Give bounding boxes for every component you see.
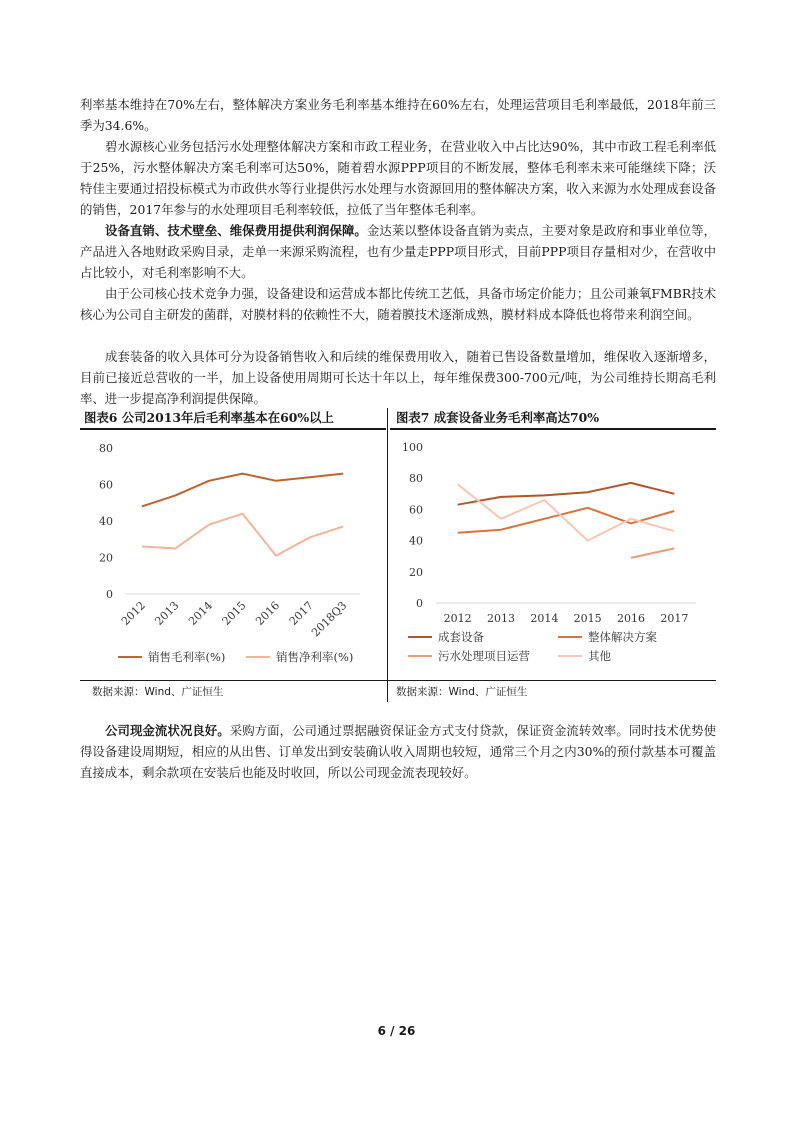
x-tick-label: 2014 [530, 612, 559, 625]
paragraph-3 [80, 220, 716, 283]
y-tick-label: 40 [409, 534, 423, 548]
legend-label: 销售毛利率(%) [148, 650, 226, 664]
paragraph-5 [80, 346, 716, 409]
y-tick-label: 80 [99, 442, 113, 455]
legend-label: 其他 [588, 649, 611, 663]
paragraph-text: 采购方面，公司通过票据融资保证金方式支付贷款，保证资金流转效率。同时技术优势使得设备建设周期短，相应的从出售、订单发出到安装确认收入周期也较短，通常三个月之内30%的预付款基本可覆盖直接成本，剩余款项在安装后也能及时收回，所以公司现金流表现较好。 [80, 723, 717, 780]
legend-label: 整体解决方案 [588, 630, 657, 644]
paragraph-6 [80, 720, 716, 783]
chart-2-source: 数据来源：Wind、广证恒生 [396, 686, 528, 698]
chart-2 [390, 430, 716, 680]
chart-1 [80, 430, 386, 680]
paragraph-text: 由于公司核心技术竞争力强，设备建设和运营成本都比传统工艺低，具备市场定价能力；且公司兼氧FMBR技术核心为公司自主研发的菌群，对膜材料的依赖性不大，随着膜技术逐渐成熟，膜材料成本降低也将带来利润空间。 [80, 286, 716, 322]
x-tick-label: 2017 [286, 598, 316, 628]
paragraph-text: 金达莱以整体设备直销为卖点，主要对象是政府和事业单位等，产品进入各地财政采购目录，走单一来源采购流程，也有少量走PPP项目形式，目前PPP项目存量相对少，在营收中占比较小，对毛利率影响不大。 [80, 223, 717, 280]
chart-2-title: 图表7 成套设备业务毛利率高达70% [396, 410, 600, 425]
x-tick-label: 2016 [617, 612, 645, 625]
x-tick-label: 2013 [487, 612, 515, 625]
page-number: 6 / 26 [377, 1024, 416, 1038]
x-tick-label: 2018Q3 [309, 598, 350, 640]
x-tick-label: 2016 [253, 598, 283, 628]
y-tick-label: 60 [99, 478, 113, 492]
legend-label: 销售净利率(%) [276, 650, 354, 664]
series-line-销售毛利率(%) [142, 474, 343, 507]
chart-1-source: 数据来源：Wind、广证恒生 [92, 686, 224, 698]
y-tick-label: 0 [416, 597, 423, 610]
paragraph-text: 利率基本维持在70%左右，整体解决方案业务毛利率基本维持在60%左右，处理运营项目毛利率最低，2018年前三季为34.6%。 [80, 97, 716, 133]
chart-divider [387, 408, 388, 702]
series-line-销售净利率(%) [142, 514, 343, 556]
y-tick-label: 80 [409, 472, 423, 486]
series-line-污水处理项目运营 [631, 548, 674, 557]
paragraph-lead: 设备直销、技术壁垒、维保费用提供利润保障。 [105, 223, 367, 238]
chart-1-title: 图表6 公司2013年后毛利率基本在60%以上 [84, 410, 334, 425]
y-tick-label: 0 [106, 588, 113, 601]
chart-source-rule [80, 680, 716, 681]
y-tick-label: 20 [99, 551, 113, 565]
y-tick-label: 60 [409, 503, 423, 517]
paragraph-text: 碧水源核心业务包括污水处理整体解决方案和市政工程业务，在营业收入中占比达90%，其中市政工程毛利率低于25%，污水整体解决方案毛利率可达50%，随着碧水源PPP项目的不断发展，整体毛利率未来可能继续下降；沃特佳主要通过招投标模式为市政供水等行业提供污水处理与水资源回用的整体解决方案，收入来源为水处理成套设备的销售，2017年参与的水处理项目毛利率较低，拉低了当年整体毛利率。 [80, 139, 716, 217]
x-tick-label: 2015 [573, 612, 602, 625]
paragraph-lead: 公司现金流状况良好。 [105, 723, 230, 738]
x-tick-label: 2012 [118, 598, 148, 628]
x-tick-label: 2012 [443, 612, 472, 625]
paragraph-4 [80, 283, 716, 325]
paragraph-2 [80, 136, 716, 220]
y-tick-label: 100 [402, 441, 423, 454]
y-tick-label: 40 [99, 515, 113, 528]
x-tick-label: 2015 [219, 598, 249, 628]
series-line-成套设备 [458, 483, 675, 505]
x-tick-label: 2014 [186, 598, 216, 628]
paragraph-1 [80, 94, 716, 136]
y-tick-label: 20 [409, 565, 423, 579]
x-tick-label: 2013 [152, 598, 182, 628]
legend-label: 成套设备 [438, 630, 484, 644]
legend-label: 污水处理项目运营 [438, 649, 530, 663]
x-tick-label: 2017 [660, 612, 689, 625]
paragraph-text: 成套装备的收入具体可分为设备销售收入和后续的维保费用收入，随着已售设备数量增加，维保收入逐渐增多，目前已接近总营收的一半，加上设备使用周期可长达十年以上，每年维保费300-700元/吨，为公司维持长期高毛利率、进一步提高净利润提供保障。 [80, 349, 716, 406]
